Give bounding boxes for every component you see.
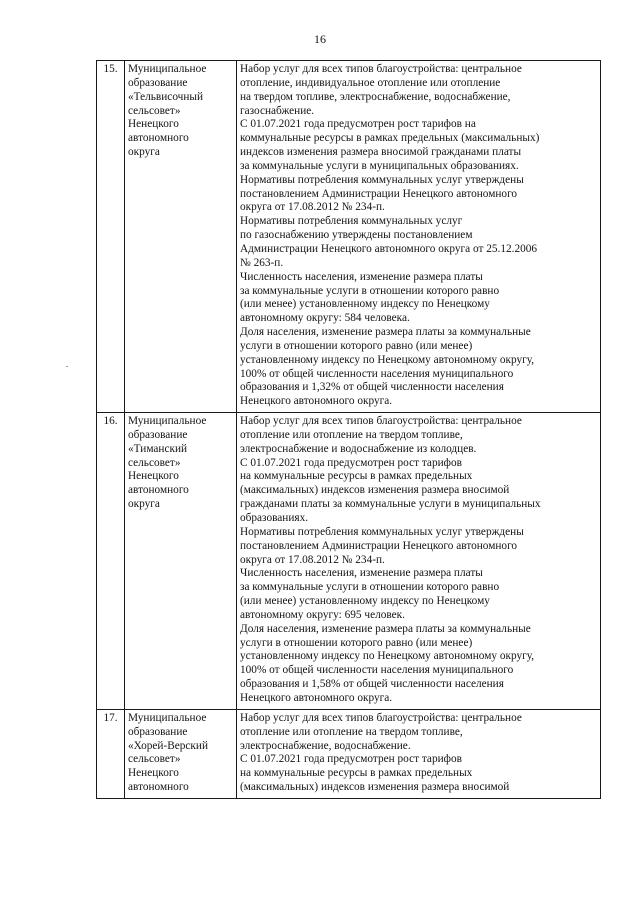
- description-line: Ненецкого автономного округа.: [240, 691, 393, 704]
- municipality-name-line: округа: [128, 146, 160, 159]
- tariff-description: [237, 61, 601, 413]
- municipality-name-line: сельсовет»: [128, 104, 181, 117]
- description-line: на коммунальные ресурсы в рамках предельных: [240, 470, 473, 483]
- description-line: (или менее) установленному индексу по Ненецкому: [240, 298, 490, 311]
- tariff-description: [237, 709, 601, 798]
- municipality-name-line: Муниципальное: [128, 63, 207, 75]
- description-line: Доля населения, изменение размера платы за коммунальные: [240, 326, 531, 339]
- description-line: постановлением Администрации Ненецкого автономного: [240, 539, 518, 552]
- municipality-name-line: автономного: [128, 484, 189, 497]
- municipality-name-line: Муниципальное: [128, 711, 207, 724]
- municipality-name-line: Ненецкого: [128, 767, 179, 780]
- description-line: автономному округу: 695 человек.: [240, 608, 405, 621]
- description-line: электроснабжение и водоснабжение из колодцев.: [240, 442, 477, 455]
- description-line: услуги в отношении которого равно (или менее): [240, 339, 473, 352]
- description-line: Ненецкого автономного округа.: [240, 395, 393, 408]
- description-line: 100% от общей численности населения муниципального: [240, 367, 514, 380]
- description-line: отопление, индивидуальное отопление или отопление: [240, 76, 501, 89]
- description-line: коммунальные ресурсы в рамках предельных (максимальных): [240, 132, 540, 145]
- table-row: [97, 413, 601, 710]
- description-line: газоснабжение.: [240, 104, 315, 117]
- description-line: Нормативы потребления коммунальных услуг утверждены: [240, 525, 524, 538]
- description-line: Нормативы потребления коммунальных услуг: [240, 215, 463, 228]
- description-line: услуги в отношении которого равно (или менее): [240, 636, 473, 649]
- municipality-name-line: сельсовет»: [128, 456, 181, 469]
- description-line: за коммунальные услуги в отношении которого равно: [240, 581, 500, 594]
- description-line: (максимальных) индексов изменения размера вносимой: [240, 484, 510, 497]
- description-line: округа от 17.08.2012 № 234-п.: [240, 553, 385, 566]
- description-line: образованиях.: [240, 512, 309, 524]
- municipality-name-line: образование: [128, 76, 188, 89]
- description-line: С 01.07.2021 года предусмотрен рост тарифов: [240, 456, 462, 469]
- description-line: С 01.07.2021 года предусмотрен рост тарифов на: [240, 118, 476, 131]
- description-line: электроснабжение, водоснабжение.: [240, 739, 411, 752]
- municipality-name-line: «Тиманский: [128, 442, 188, 455]
- description-line: на коммунальные ресурсы в рамках предельных: [240, 767, 473, 780]
- description-line: Нормативы потребления коммунальных услуг утверждены: [240, 173, 524, 186]
- description-line: Численность населения, изменение размера платы: [240, 270, 483, 283]
- description-line: установленному индексу по Ненецкому автономному округу,: [240, 353, 535, 366]
- description-line: отопление или отопление на твердом топливе,: [240, 428, 463, 441]
- municipality-name-line: автономного: [128, 781, 189, 794]
- description-line: образования и 1,58% от общей численности населения: [240, 678, 504, 691]
- description-line: автономному округу: 584 человека.: [240, 312, 410, 325]
- tariff-description: [237, 413, 601, 710]
- description-line: № 263-п.: [240, 256, 284, 269]
- description-line: образования и 1,32% от общей численности населения: [240, 381, 504, 394]
- description-line: Администрации Ненецкого автономного округа от 25.12.2006: [240, 242, 538, 255]
- row-number: 16.: [97, 413, 125, 710]
- table-row: [97, 61, 601, 413]
- description-line: постановлением Администрации Ненецкого автономного: [240, 187, 518, 200]
- description-line: Численность населения, изменение размера платы: [240, 567, 483, 580]
- municipality-name-line: сельсовет»: [128, 753, 181, 766]
- description-line: Доля населения, изменение размера платы за коммунальные: [240, 622, 531, 635]
- description-line: установленному индексу по Ненецкому автономному округу,: [240, 650, 535, 663]
- municipality-name: [125, 61, 237, 413]
- municipality-name: [125, 709, 237, 798]
- row-number: 17.: [97, 709, 125, 798]
- municipal-table: [96, 60, 601, 799]
- scan-speck: [66, 366, 68, 367]
- municipality-name-line: автономного: [128, 132, 189, 145]
- description-line: округа от 17.08.2012 № 234-п.: [240, 201, 385, 214]
- municipality-name-line: Муниципальное: [128, 415, 207, 428]
- description-line: Набор услуг для всех типов благоустройства: центральное: [240, 711, 522, 724]
- page-number: 16: [314, 32, 326, 46]
- description-line: 100% от общей численности населения муниципального: [240, 664, 514, 677]
- municipality-name-line: образование: [128, 725, 188, 738]
- description-line: гражданами платы за коммунальные услуги в муниципальных: [240, 498, 541, 511]
- description-line: отопление или отопление на твердом топливе,: [240, 725, 463, 738]
- municipality-name-line: Ненецкого: [128, 470, 179, 483]
- description-line: Набор услуг для всех типов благоустройства: центральное: [240, 415, 522, 428]
- municipality-name: [125, 413, 237, 710]
- row-number: 15.: [97, 61, 125, 413]
- municipality-name-line: округа: [128, 498, 160, 511]
- description-line: по газоснабжению утверждены постановлением: [240, 229, 473, 242]
- table-row: [97, 709, 601, 798]
- description-line: индексов изменения размера вносимой гражданами платы: [240, 146, 522, 159]
- municipality-name-line: «Хорей-Верский: [128, 739, 209, 752]
- description-line: за коммунальные услуги в отношении которого равно: [240, 284, 500, 297]
- municipality-name-line: Ненецкого: [128, 118, 179, 131]
- municipality-name-line: «Тельвисочный: [128, 90, 204, 103]
- description-line: Набор услуг для всех типов благоустройства: центральное: [240, 63, 522, 75]
- description-line: (или менее) установленному индексу по Ненецкому: [240, 595, 490, 608]
- description-line: на твердом топливе, электроснабжение, водоснабжение,: [240, 90, 511, 103]
- municipality-name-line: образование: [128, 428, 188, 441]
- description-line: за коммунальные услуги в муниципальных образованиях.: [240, 159, 519, 172]
- description-line: (максимальных) индексов изменения размера вносимой: [240, 781, 510, 794]
- description-line: С 01.07.2021 года предусмотрен рост тарифов: [240, 753, 462, 766]
